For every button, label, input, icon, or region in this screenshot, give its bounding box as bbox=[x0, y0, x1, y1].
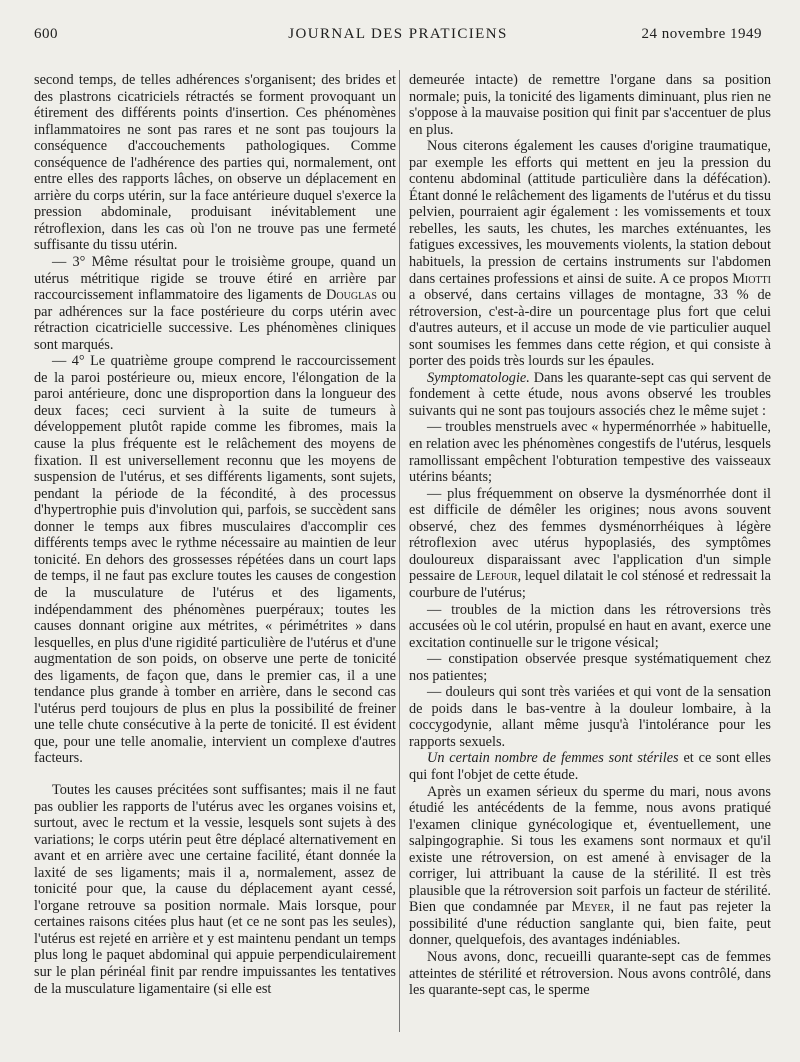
section-heading: Symptomatologie. bbox=[427, 369, 530, 386]
column-divider bbox=[399, 70, 400, 1032]
page-header bbox=[34, 26, 762, 50]
paragraph: Symptomatologie. Dans les quarante-sept cas qui servent de fondement à cette étude, nous avons observé les troubles suivants qui ne sont pas toujours associés chez le même sujet : bbox=[409, 369, 771, 419]
list-item: — plus fréquemment on observe la dysménorrhée dont il est difficile de démêler les origines; nous avons souvent observé, chez des femmes dysménorrhéiques à légère rétroflexion avec utérus hypoplasiés, des symptômes douloureux disparaissant avec l'application d'un simple pessaire de Lefour, lequel dilatait le col sténosé et redressait la courbure de l'utérus; bbox=[409, 485, 771, 601]
paragraph: Nous avons, donc, recueilli quarante-sept cas de femmes atteintes de stérilité et rétroversion. Nous avons contrôlé, dans les quarante-sept cas, le sperme bbox=[409, 948, 771, 999]
left-column bbox=[34, 72, 396, 997]
author-name: Miotti bbox=[732, 270, 771, 287]
paragraph: Nous citerons également les causes d'origine traumatique, par exemple les efforts qui mettent en jeu la pression du contenu abdominal (attitude particulière dans la défécation). Étant donné le relâchement des ligaments de l'utérus et du tissu pelvien, pourraient agir également : les vomissements et toux rebelles, les sauts, les chutes, les marches exténuantes, les fatigues excessives, les mouvements violents, la station debout habituels, la pression de certains instruments sur l'abdomen dans certaines professions et ainsi de suite. A ce propos Miotti a observé, dans certains villages de montagne, 33 % de rétroversion, c'est-à-dire un pourcentage plus fort que celui d'autres auteurs, et il accuse un mode de vie particulier auquel sont soumises les femmes dans cette région, et qui consiste à porter des poids très lourds sur les épaules. bbox=[409, 138, 771, 370]
author-name: Douglas bbox=[326, 287, 377, 304]
paragraph: Un certain nombre de femmes sont stériles et ce sont elles qui font l'objet de cette étude. bbox=[409, 750, 771, 783]
paragraph: second temps, de telles adhérences s'organisent; des brides et des plastrons cicatriciels rétractés se forment provoquant un étirement des différents points d'insertion. Ces phénomènes inflammatoires ne sont pas rares et ne sont pas toujours la conséquence d'accouchements pathologiques. Comme conséquence de l'adhérence des parties qui, normalement, ont entre elles des rapports lâches, on observe un déplacement en arrière du corps utérin, sur la face antérieure duquel s'exerce la pression abdominale, produisant inévitablement une rétroflexion, dans les cas où l'on ne trouve pas une fermeté suffisante du tissu utérin. bbox=[34, 72, 396, 254]
author-name: Lefour bbox=[476, 568, 518, 585]
issue-date: 24 novembre 1949 bbox=[641, 26, 762, 42]
paragraph: Après un examen sérieux du sperme du mari, nous avons étudié les antécédents de la femme, nous avons pratiqué l'examen clinique gynécologique et, éventuellement, une salpingographie. Si tous les examens sont normaux et qu'il existe une rétroversion, on est amené à envisager de la corriger, lui attribuant la cause de la stérilité. Il est très plausible que la rétroversion soit parfois un facteur de stérilité. Bien que condamnée par Meyer, il ne faut pas rejeter la possibilité d'une réduction sanglante qui, bien faite, peut donner, quelquefois, des avantages indéniables. bbox=[409, 783, 771, 949]
page-number: 600 bbox=[34, 26, 58, 42]
paragraph: Toutes les causes précitées sont suffisantes; mais il ne faut pas oublier les rapports de l'utérus avec les organes voisins et, surtout, avec le rectum et la vessie, lesquels sont sujets à des variations; le corps utérin peut être déplacé alternativement en avant et en arrière avec une certaine facilité, étant donnée la laxité de ses ligaments; mais il a, normalement, assez de tonicité pour que, la cause du déplacement ayant cessé, l'organe retrouve sa position normale. Mais lorsque, pour certaines raisons citées plus haut (et ce ne sont pas les seules), l'utérus est rejeté en arrière et y est maintenu pendant un temps plus long le paquet abdominal qui appuie perpendiculairement sur le plan périnéal finit par rendre impuissantes les tentatives de la musculature ligamentaire (si elle est bbox=[34, 781, 396, 997]
paragraph: demeurée intacte) de remettre l'organe dans sa position normale; puis, la tonicité des ligaments diminuant, plus rien ne s'oppose à la mauvaise position qui finit par s'accentuer de plus en plus. bbox=[409, 72, 771, 138]
list-item: — douleurs qui sont très variées et qui vont de la sensation de poids dans le bas-ventre à la douleur lombaire, à la coccygodynie, allant même jusqu'à l'intolérance pour les rapports sexuels. bbox=[409, 684, 771, 750]
list-item: — troubles de la miction dans les rétroversions très accusées où le col utérin, propulsé en haut en avant, exerce une excitation continuelle sur le trigone vésical; bbox=[409, 601, 771, 651]
list-item: — constipation observée presque systématiquement chez nos patientes; bbox=[409, 651, 771, 684]
paragraph: — 4° Le quatrième groupe comprend le raccourcissement de la paroi postérieure ou, mieux encore, l'élongation de la paroi antérieure, donc une disproportion dans la longueur des deux faces; ceci survient à la suite de tumeurs à développement plutôt rapide comme les fibromes, mais la cause la plus fréquente est le relâchement des moyens de fixation. Il est universellement reconnu que les moyens de suspension de l'utérus, et ses différents ligaments, sont sujets, pendant la période de la fécondité, à des processus d'hypertrophie puis d'involution qui, parfois, se succèdent sans donner le temps aux fibres musculaires d'accomplir ces différents temps avec le rythme nécessaire au maintien de leur tonicité. En dehors des grossesses répétées dans un court laps de temps, il ne faut pas exclure toutes les causes de congestion de la musculature de l'utérus et des ligaments, indépendamment des phénomènes puerpéraux; toutes les causes donnant origine aux métrites, « périmétrites » dans lesquelles, en plus d'une rigidité particulière de l'utérus et d'une augmentation de son poids, on observe une perte de tonicité des ligaments, de façon que, dans le premier cas, il a une tendance plus grande à tomber en arrière, dans le second cas l'utérus perd toujours de plus en plus la possibilité de freiner une telle chute consécutive à la perte de tonicité. Il est évident que, pour une telle anomalie, intervient un complexe d'autres facteurs. bbox=[34, 353, 396, 767]
author-name: Meyer bbox=[571, 899, 611, 916]
list-item: — troubles menstruels avec « hyperménorrhée » habituelle, en relation avec les phénomènes congestifs de l'utérus, lesquels ramollissant empêchent l'obturation tempestive des vaisseaux utérins béants; bbox=[409, 419, 771, 486]
right-column bbox=[409, 72, 771, 999]
paragraph: — 3° Même résultat pour le troisième groupe, quand un utérus métritique rigide se trouve étiré en arrière par raccourcissement inflammatoire des ligaments de Douglas ou par adhérences sur la face postérieure du corps utérin avec rétraction cicatricielle successive. Les phénomènes cliniques sont marqués. bbox=[34, 254, 397, 353]
journal-title: JOURNAL DES PRATICIENS bbox=[288, 26, 508, 42]
